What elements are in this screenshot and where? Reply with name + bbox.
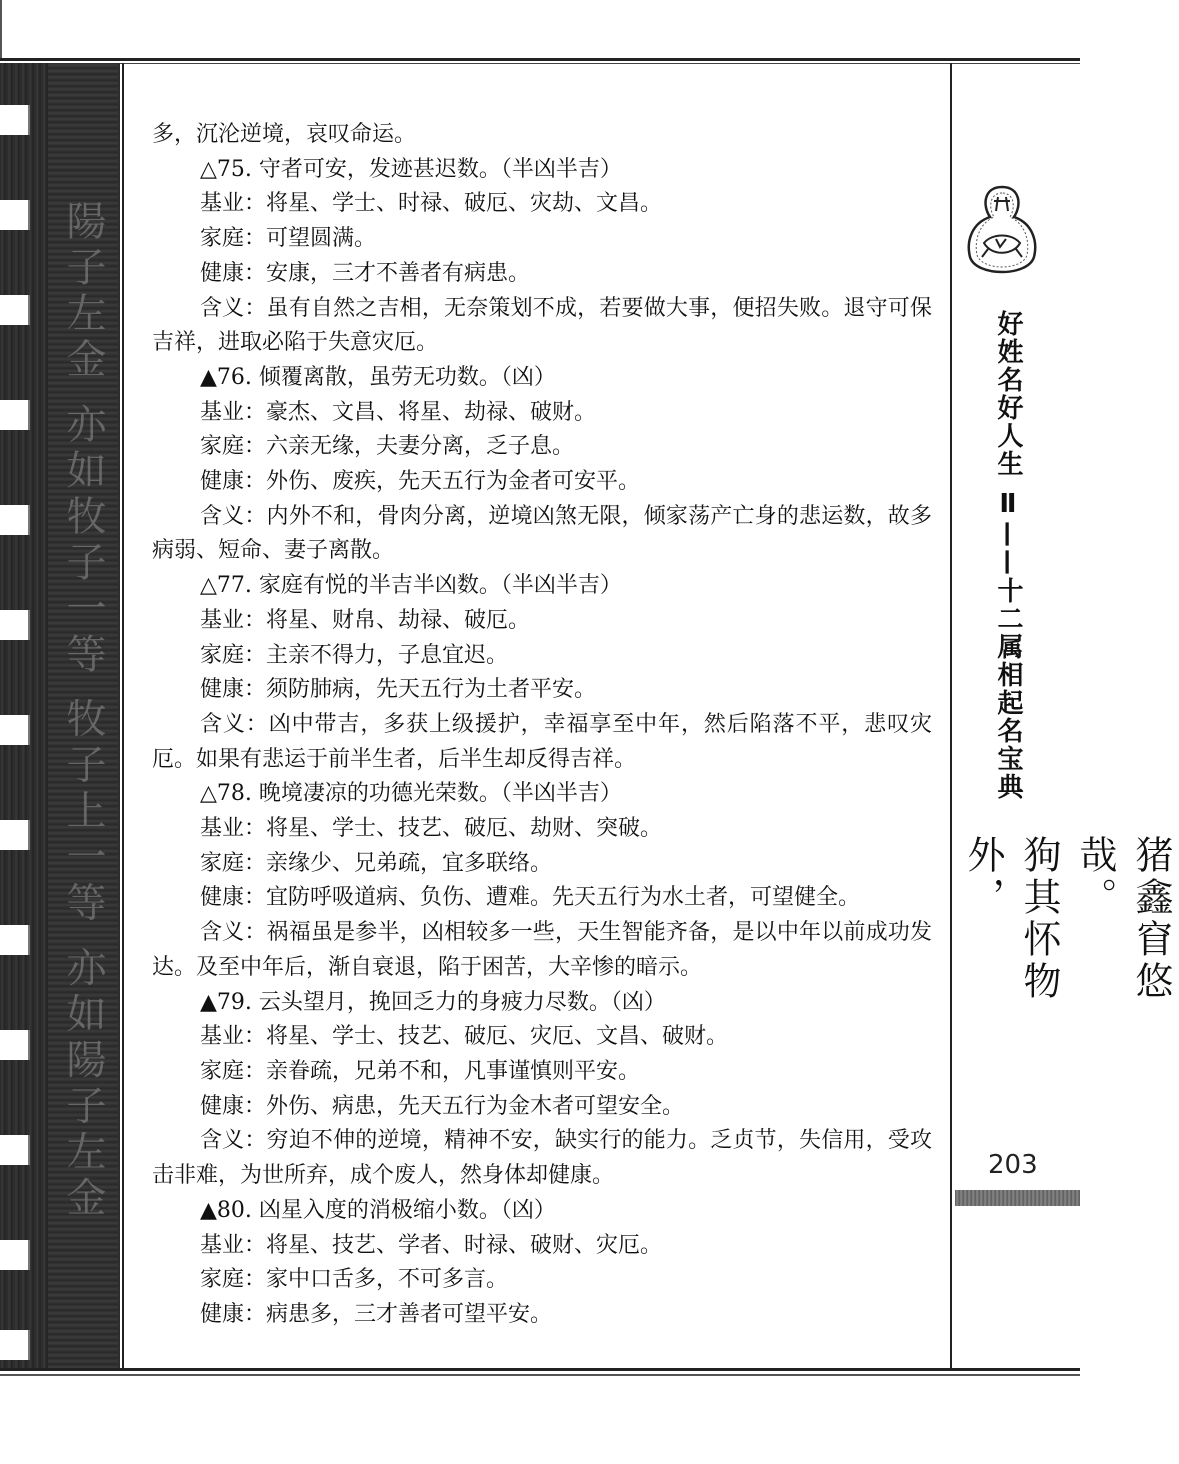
text-line: 基业：将星、技艺、学者、时禄、破财、灾厄。 bbox=[200, 1232, 663, 1258]
text-line: 基业：将星、学士、技艺、破厄、灾厄、文昌、破财。 bbox=[200, 1024, 729, 1050]
text-line: 家庭：亲眷疏，兄弟不和，凡事谨慎则平安。 bbox=[200, 1058, 641, 1084]
entry-heading: ▲80. 凶星入度的消极缩小数。（凶） bbox=[200, 1197, 556, 1223]
text-paragraph: 含义：虽有自然之吉相，无奈策划不成，若要做大事，便招失败。退守可保吉祥，进取必陷于失意灾厄。 bbox=[152, 295, 932, 356]
poem bbox=[955, 835, 1179, 1055]
text-line: 健康：须防肺病，先天五行为土者平安。 bbox=[200, 677, 597, 703]
text-line: 家庭：主亲不得力，子息宜迟。 bbox=[200, 642, 509, 668]
text-line: 家庭：家中口舌多，不可多言。 bbox=[200, 1267, 509, 1293]
film-hole bbox=[0, 1135, 30, 1165]
text-line: 健康：宜防呼吸道病、负伤、遭难。先天五行为水土者，可望健全。 bbox=[200, 885, 861, 911]
text-line: 健康：病患多，三才善者可望平安。 bbox=[200, 1301, 553, 1327]
text-line: 家庭：亲缘少、兄弟疏，宜多联络。 bbox=[200, 850, 553, 876]
text-line: 多，沉沦逆境，哀叹命运。 bbox=[152, 122, 417, 147]
page-edge bbox=[0, 0, 2, 58]
text-line: 家庭：可望圆满。 bbox=[200, 226, 377, 252]
page-number-bar bbox=[955, 1190, 1080, 1206]
text-line: 基业：将星、学士、技艺、破厄、劫财、突破。 bbox=[200, 816, 663, 842]
page-number: 203 bbox=[988, 1150, 1038, 1180]
film-hole bbox=[0, 1240, 30, 1270]
entry-heading: ▲76. 倾覆离散，虽劳无功数。（凶） bbox=[200, 364, 556, 390]
film-hole bbox=[0, 105, 30, 135]
entry-heading: △75. 守者可安，发迹甚迟数。（半凶半吉） bbox=[200, 156, 622, 182]
entry-heading: △77. 家庭有悦的半吉半凶数。（半凶半吉） bbox=[200, 573, 622, 599]
film-hole bbox=[0, 610, 30, 640]
film-hole bbox=[0, 200, 30, 230]
bottom-rule bbox=[0, 1368, 1080, 1371]
text-paragraph: 含义：内外不和，骨肉分离，逆境凶煞无限，倾家荡产亡身的悲运数，故多病弱、短命、妻子离散。 bbox=[152, 503, 932, 564]
text-line: 健康：外伤、病患，先天五行为金木者可望安全。 bbox=[200, 1093, 685, 1119]
text-line: 基业：豪杰、文昌、将星、劫禄、破财。 bbox=[200, 399, 597, 425]
film-hole bbox=[0, 400, 30, 430]
top-rule bbox=[0, 58, 1080, 61]
film-hole bbox=[0, 1330, 30, 1360]
text-line: 基业：将星、学士、时禄、破厄、灾劫、文昌。 bbox=[200, 191, 663, 217]
poem-line: 狗其怀物外， bbox=[961, 835, 1061, 1003]
page-body bbox=[152, 118, 932, 1333]
text-line: 健康：安康，三才不善者有病患。 bbox=[200, 260, 531, 286]
film-hole bbox=[0, 295, 30, 325]
film-hole bbox=[0, 505, 30, 535]
text-line: 基业：将星、财帛、劫禄、破厄。 bbox=[200, 607, 531, 633]
text-line: 健康：外伤、废疾，先天五行为金者可安平。 bbox=[200, 469, 641, 495]
book-title: 好姓名好人生 Ⅱ——十二属相起名宝典 bbox=[993, 310, 1023, 802]
film-hole bbox=[0, 1030, 30, 1060]
film-hole bbox=[0, 715, 30, 745]
text-paragraph: 含义：穷迫不伸的逆境，精神不安，缺实行的能力。乏贞节，失信用，受攻击非难，为世所弃，成个废人，然身体却健康。 bbox=[152, 1128, 932, 1189]
text-paragraph: 含义：凶中带吉，多获上级援护，幸福享至中年，然后陷落不平，悲叹灾厄。如果有悲运于前半生者，后半生却反得吉祥。 bbox=[152, 711, 932, 772]
bottom-rule-thin bbox=[0, 1374, 1080, 1376]
gourd-seal-icon bbox=[962, 183, 1042, 283]
entry-heading: ▲79. 云头望月，挽回乏力的身疲力尽数。（凶） bbox=[200, 989, 666, 1015]
film-hole bbox=[0, 925, 30, 955]
poem-line: 猪鑫窅悠哉。 bbox=[1073, 835, 1173, 1003]
film-seal-script: 陽子左金 亦如牧子一等 牧子上一等 亦如陽子左金 bbox=[60, 200, 106, 1223]
text-paragraph: 含义：祸福虽是参半，凶相较多一些，天生智能齐备，是以中年以前成功发达。及至中年后，渐自衰退，陷于困苦，大辛惨的暗示。 bbox=[152, 920, 932, 980]
text-line: 家庭：六亲无缘，夫妻分离，乏子息。 bbox=[200, 434, 575, 460]
entry-heading: △78. 晚境凄凉的功德光荣数。（半凶半吉） bbox=[200, 781, 622, 807]
film-hole bbox=[0, 820, 30, 850]
